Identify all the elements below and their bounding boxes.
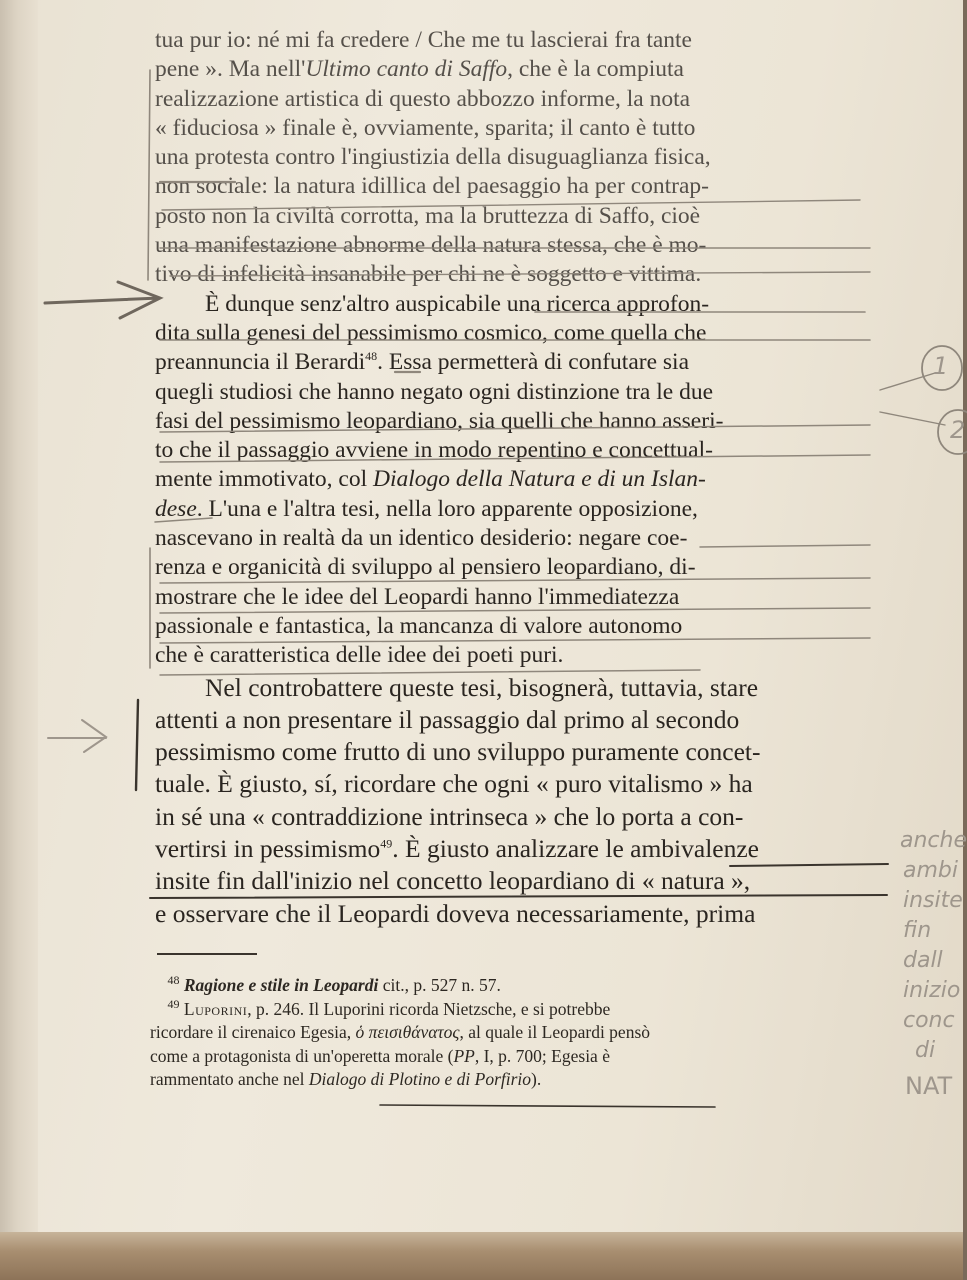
text-line: mente immotivato, col Dialogo della Natura e di un Islan- [155,466,706,493]
footnote-divider [157,953,257,955]
text-line: una manifestazione abnorme della natura stessa, che è mo- [155,232,707,259]
footnote-ref-48: 48 [365,349,378,364]
text-line: fasi del pessimismo leopardiano, sia quelli che hanno asseri- [155,407,724,434]
text-line: to che il passaggio avviene in modo repentino e concettual- [155,437,713,464]
text-line: attenti a non presentare il passaggio dal primo al secondo [155,704,740,734]
footnote-48: $^{48}$ Ragione e stile in Leopardi cit., p. 527 n. 57. [167,973,501,995]
margin-bar-lower [136,700,138,790]
margin-bar-top [148,70,150,280]
text-line: tua pur io: né mi fa credere / Che me tu lascierai fra tante [155,27,692,53]
paragraph-start: Nel controbattere queste tesi, bisognerà, tuttavia, stare [205,672,759,702]
title-dialogo-natura: Dialogo della Natura e di un Islan- [372,466,706,493]
text-line: che è caratteristica delle idee dei poeti puri. [155,642,564,669]
text-line: dese. L'una e l'altra tesi, nella loro apparente opposizione, [155,495,698,522]
text-line: pene ». Ma nell'Ultimo canto di Saffo, che è la compiuta [155,56,684,83]
footnote-line: ricordare il cirenaico Egesia, ὁ πεισιθάνατος, al quale il Leopardi pensò [150,1022,651,1042]
text-line: tuale. È giusto, sí, ricordare che ogni « puro vitalismo » ha [155,769,753,799]
text-line: realizzazione artistica di questo abbozzo informe, la nota [155,85,691,112]
arrow-icon [45,282,160,318]
page-gutter [0,0,38,1235]
text-line: quegli studiosi che hanno negato ogni distinzione tra le due [155,378,713,405]
text-line: nascevano in realtà da un identico desiderio: negare coe- [155,525,688,552]
footnote-ref-49: 49 [380,836,393,851]
text-line: insite fin dall'inizio nel concetto leopardiano di « natura », [155,866,751,896]
text-line: vertirsi in pessimismo$^{49}$. È giusto analizzare le ambivalenze [155,834,759,864]
footnote-line: rammentato anche nel Dialogo di Plotino e di Porfirio). [150,1069,542,1089]
lower-paragraph [155,672,890,930]
main-text [155,26,890,930]
footnote-line: come a protagonista di un'operetta morale (PP, I, p. 700; Egesia è [150,1045,610,1066]
text-line: in sé una « contraddizione intrinseca » che lo porta a con- [155,801,744,831]
circle-label-1: 1 [933,352,949,380]
text-line: renza e organicità di sviluppo al pensiero leopardiano, di- [155,554,696,581]
text-line: passionale e fantastica, la mancanza di valore autonomo [155,612,683,639]
circle-label-2: 2 [950,416,966,444]
paragraph-start: È dunque senz'altro auspicabile una ricerca approfon- [205,290,710,317]
footnotes [150,974,895,1092]
text-line: posto non la civiltà corrotta, ma la bruttezza di Saffo, cioè [155,202,701,229]
text-line: mostrare che le idee del Leopardi hanno l'immediatezza [155,583,680,610]
text-line: « fiduciosa » finale è, ovviamente, sparita; il canto è tutto [155,114,696,141]
table-surface [0,1232,963,1280]
text-line: una protesta contro l'ingiustizia della disuguaglianza fisica, [155,144,711,171]
text-line: e osservare che il Leopardi doveva necessariamente, prima [155,898,756,928]
text-line: preannuncia il Berardi$^{48}$. Essa permetterà di confutare sia [155,349,690,376]
text-line: pessimismo come frutto di uno sviluppo puramente concet- [155,737,761,767]
arrow-icon [48,720,106,752]
footnote-49: $^{49}$ Luporini, p. 246. Il Luporini ricorda Nietzsche, e si potrebbe [167,996,611,1019]
title-ultimo-canto: Ultimo canto di Saffo [305,56,508,83]
text-line: tivo di infelicità insanabile per chi ne è soggetto e vittima. [155,261,702,288]
text-line: dita sulla genesi del pessimismo cosmico, come quella che [155,319,707,346]
text-line: non sociale: la natura idillica del paesaggio ha per contrap- [155,173,709,200]
book-page: tua pur io: né mi fa credere / Che me tu lascierai fra tante pene ». Ma nell'Ultimo canto di Saffo, che è la compiuta realizzazione artistica di questo abbozzo informe, la nota « fiduciosa » finale è, ovviamente, sparita; il canto è tutto una protesta contro l'ingiustizia della disuguaglianza fisica, non sociale: la natura idillica del paesaggio ha per contrap- posto non la civiltà corrotta, ma la bruttezza di Saffo, cioè una manifestazione abnorme della natura stessa, che è mo- tivo di infelicità insanabile per chi ne è soggetto e vittima. È dunque senz'altro auspicabile una ricerca approfon- dita sulla genesi del pessimismo cosmico, come quella che preannuncia il Berardi$^{48}$. Essa permetterà di confutare sia quegli studiosi che hanno negato ogni distinzione tra le due fasi del pessimismo leopardiano, sia quelli che hanno asseri- to che il passaggio avviene in modo repentino e concettual- mente immotivato, col Dialogo della Natura e di un Islan- dese. L'una e l'altra tesi, nella loro apparente opposizione, nascevano in realtà da un identico desiderio: negare coe- renza e organicità di sviluppo al pensiero leopardiano, di- mostrare che le idee del Leopardi hanno l'immediatezza passionale e fantastica, la mancanza di valore autonomo che è caratteristica delle idee dei poeti puri. Nel controbattere queste tesi, bisognerà, tuttavia, stare attenti a non presentare il passaggio dal primo al secondo pessimismo come frutto di uno sviluppo puramente concet- tuale. È giusto, sí, ricordare che ogni « puro vitalismo » ha in sé una « contraddizione intrinseca » che lo porta a con- vertirsi in pessimismo$^{49}$. È giusto analizzare le ambivalenze insite fin dall'inizio nel concetto leopardiano di « natura », e osservare che il Leopardi doveva necessariamente, prima $^{48}$ Ragione e stile in Leopardi cit., p. 527 n. 57. $^{49}$ Luporini, p. 246. Il Luporini ricorda Nietzsche, e si potrebbe ricordare il cirenaico Egesia, ὁ πεισιθάνατος, al quale il Leopardi pensò come a protagonista di un'operetta morale (PP, I, p. 700; Egesia è rammentato anche nel Dialogo di Plotino e di Porfirio). 1 2 anche ambi insite fin dall inizio conc di NAT [0,0,963,1235]
